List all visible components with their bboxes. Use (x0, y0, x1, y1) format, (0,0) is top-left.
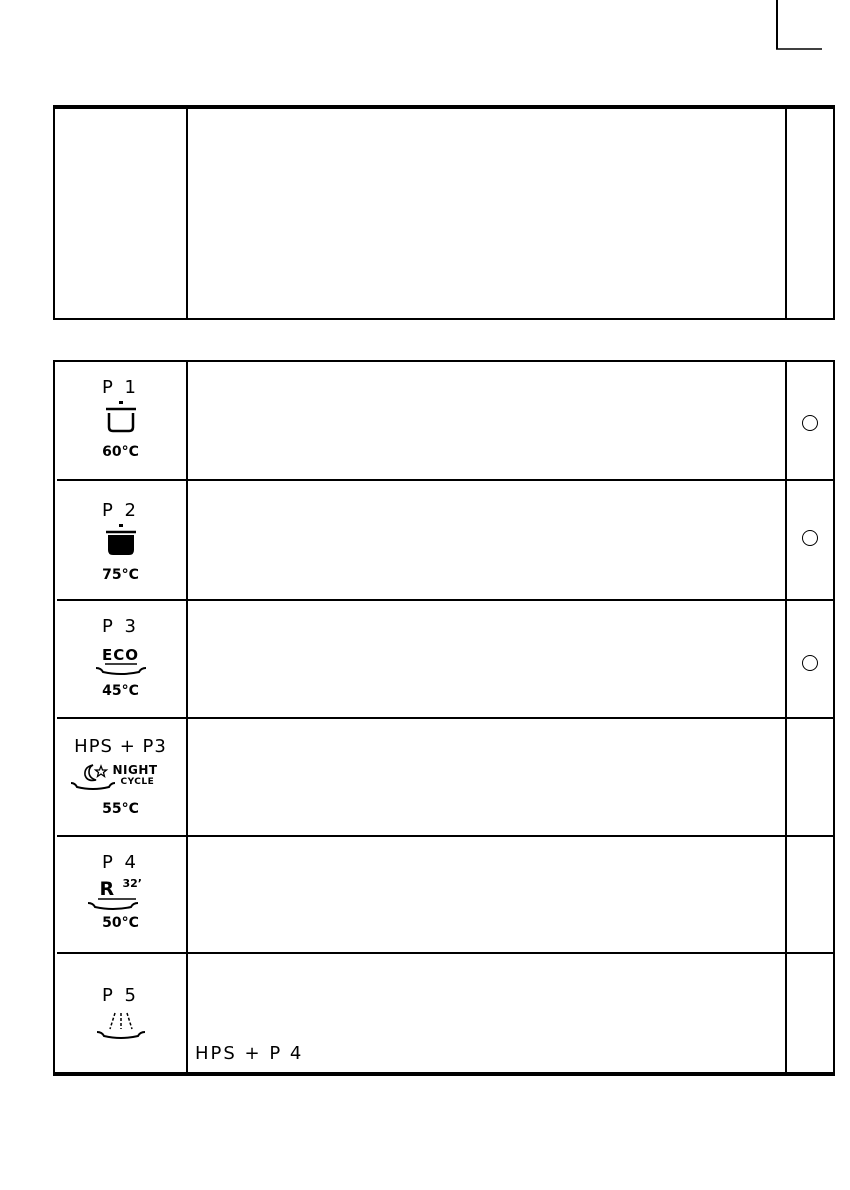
eco-icon (91, 645, 151, 679)
program-code: P 3 (101, 616, 140, 637)
night-label: NIGHT (112, 763, 158, 777)
row-separator (57, 479, 833, 481)
program-temp: 60°C (102, 444, 139, 460)
program-code: P 1 (101, 377, 140, 398)
program-row-p3 (55, 617, 186, 699)
program-row-p5 (55, 986, 186, 1044)
program-temp: 45°C (102, 683, 139, 699)
program-radio-p3[interactable] (802, 655, 818, 671)
row-separator (57, 717, 833, 719)
rinse-icon (95, 1010, 147, 1044)
program-code: P 2 (101, 500, 140, 521)
rapid-icon (86, 879, 156, 913)
program-temp: 75°C (102, 567, 139, 583)
cycle-label: CYCLE (120, 777, 155, 787)
program-radio-p2[interactable] (802, 530, 818, 546)
corner-mark-icon (776, 0, 822, 50)
row-separator (57, 599, 833, 601)
eco-label: ECO (101, 646, 139, 664)
pot-outline-icon (101, 400, 141, 436)
header-divider-1 (186, 109, 188, 318)
program-row-p4 (55, 853, 186, 931)
program-row-p2 (55, 501, 186, 583)
program-radio-p1[interactable] (802, 415, 818, 431)
night-cycle-icon (69, 761, 173, 795)
pot-filled-icon (101, 523, 141, 559)
header-table (53, 105, 835, 320)
program-row-night (55, 737, 186, 817)
rapid-duration: 32’ (122, 877, 142, 890)
row-separator (57, 952, 833, 954)
program-code: P 4 (101, 852, 140, 873)
program-code: HPS + P3 (74, 736, 167, 757)
header-divider-2 (785, 109, 787, 318)
rapid-label: R (99, 878, 115, 900)
program-temp: 50°C (102, 915, 139, 931)
program-code: P 5 (101, 985, 140, 1006)
program-temp: 55°C (102, 801, 139, 817)
row-separator (57, 835, 833, 837)
program-row-p1 (55, 378, 186, 460)
p5-description-code: HPS + P 4 (195, 1043, 304, 1064)
programs-table (53, 360, 835, 1076)
